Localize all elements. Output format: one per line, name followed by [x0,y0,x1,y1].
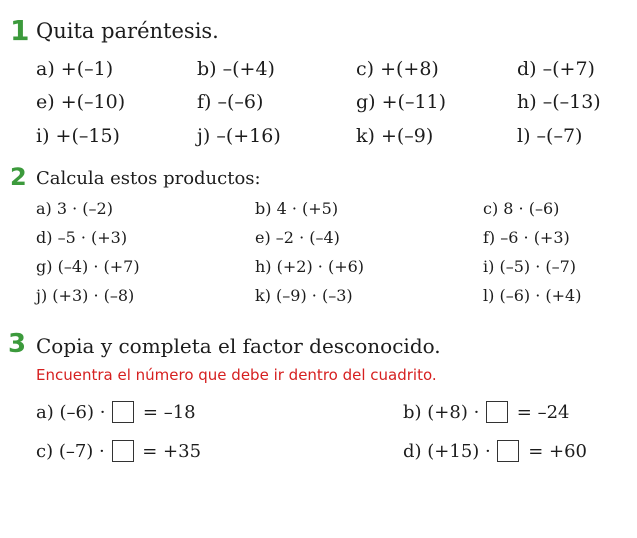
exercise-3-number: 3 [8,329,27,359]
answer-box-d[interactable] [497,440,519,462]
ex2-item-i: i) (–5) · (–7) [483,257,577,276]
ex1-item-l: l) –(–7) [517,125,583,147]
ex3-item-a [36,401,196,423]
ex3-item-c-left: c) (–7) · [36,441,105,462]
ex1-item-j: j) –(+16) [197,125,281,147]
ex2-item-b: b) 4 · (+5) [255,199,339,218]
exercise-2-number: 2 [10,163,27,191]
ex3-item-d [403,440,587,462]
ex2-item-e: e) –2 · (–4) [255,228,340,247]
ex2-item-l: l) (–6) · (+4) [483,286,582,305]
exercise-1-title: Quita paréntesis. [36,19,219,43]
ex1-item-h: h) –(–13) [517,91,601,113]
ex1-item-g: g) +(–11) [356,91,447,113]
ex2-item-d: d) –5 · (+3) [36,228,128,247]
exercise-3-title: Copia y completa el factor desconocido. [36,334,441,358]
ex3-item-a-left: a) (–6) · [36,402,106,423]
ex2-item-j: j) (+3) · (–8) [36,286,135,305]
ex3-item-c-right: = +35 [142,441,202,462]
ex1-item-e: e) +(–10) [36,91,126,113]
answer-box-a[interactable] [112,401,134,423]
ex3-item-a-right: = –18 [142,402,196,423]
ex2-item-c: c) 8 · (–6) [483,199,560,218]
ex1-item-c: c) +(+8) [356,58,439,80]
answer-box-c[interactable] [112,440,134,462]
answer-box-b[interactable] [486,401,508,423]
ex3-item-d-right: = +60 [528,441,588,462]
exercise-2-title: Calcula estos productos: [36,168,261,189]
ex2-item-a: a) 3 · (–2) [36,199,113,218]
ex1-item-i: i) +(–15) [36,125,120,147]
ex1-item-f: f) –(–6) [197,91,264,113]
ex3-item-c [36,440,201,462]
ex1-item-b: b) –(+4) [197,58,275,80]
ex2-item-k: k) (–9) · (–3) [255,286,353,305]
ex1-item-k: k) +(–9) [356,125,434,147]
ex3-item-d-left: d) (+15) · [403,441,491,462]
ex1-item-a: a) +(–1) [36,58,114,80]
ex3-item-b-left: b) (+8) · [403,402,480,423]
ex3-item-b [403,401,569,423]
ex3-item-b-right: = –24 [516,402,570,423]
exercise-1-number: 1 [10,14,30,47]
ex2-item-f: f) –6 · (+3) [483,228,570,247]
ex1-item-d: d) –(+7) [517,58,595,80]
exercise-3-instruction: Encuentra el número que debe ir dentro del cuadrito. [36,366,437,384]
ex2-item-g: g) (–4) · (+7) [36,257,140,276]
ex2-item-h: h) (+2) · (+6) [255,257,365,276]
